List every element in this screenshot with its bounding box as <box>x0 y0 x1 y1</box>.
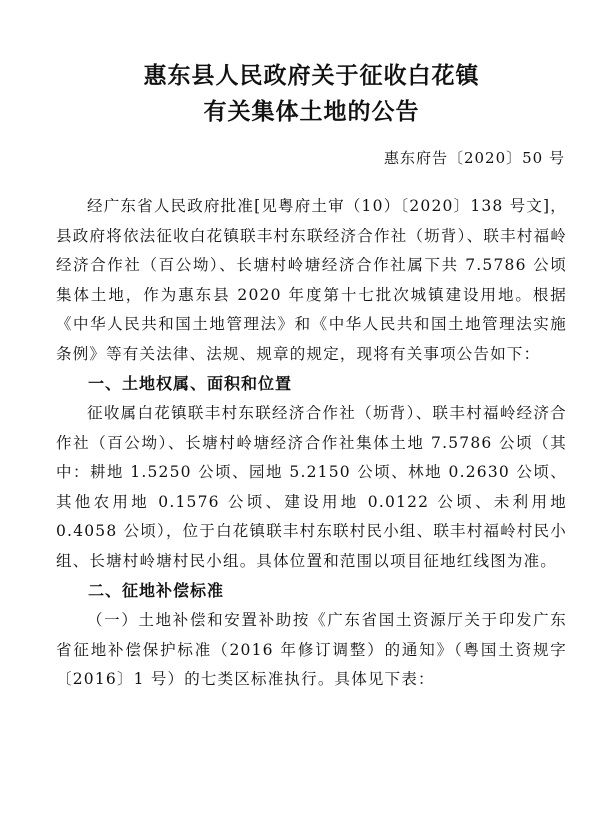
title-line-2: 有关集体土地的公告 <box>203 99 420 125</box>
section-2-heading: 二、征地补偿标准 <box>88 581 225 600</box>
section-2-item-1: （一）土地补偿和安置补助按《广东省国土资源厅关于印发广东省征地补偿保护标准（2016 年修订调整）的通知》（粤国土资规字〔2016〕1 号）的七类区标准执行。具体见下表： <box>56 611 567 688</box>
title-line-1: 惠东县人民政府关于征收白花镇 <box>143 63 480 89</box>
intro-paragraph: 经广东省人民政府批准[见粤府土审（10）〔2020〕138 号文]，县政府将依法征收白花镇联丰村东联经济合作社（坜背）、联丰村福岭经济合作社（百公坳）、长塘村岭塘经济合作社属下共 7.5786 公顷集体土地，作为惠东县 2020 年度第十七批次城镇建设用地。根据《中华人民共和国土地管理法》和《中华人民共和国土地管理法实施条例》等有关法律、法规、规章的规定，现将有关事项公告如下： <box>56 197 567 363</box>
document-number: 惠东府告〔2020〕50 号 <box>383 149 565 167</box>
section-1-heading: 一、土地权属、面积和位置 <box>88 374 293 393</box>
section-1-body: 征收属白花镇联丰村东联经济合作社（坜背）、联丰村福岭经济合作社（百公坳）、长塘村岭塘经济合作社集体土地 7.5786 公顷（其中：耕地 1.5250 公顷、园地 5.2150 公顷、林地 0.2630 公顷、其他农用地 0.1576 公顷、建设用地 0.0122 公顷、未利用地 0.4058 公顷），位于白花镇联丰村东联村民小组、联丰村福岭村民小组、长塘村岭塘村民小组。具体位置和范围以项目征地红线图为准。 <box>56 404 567 570</box>
